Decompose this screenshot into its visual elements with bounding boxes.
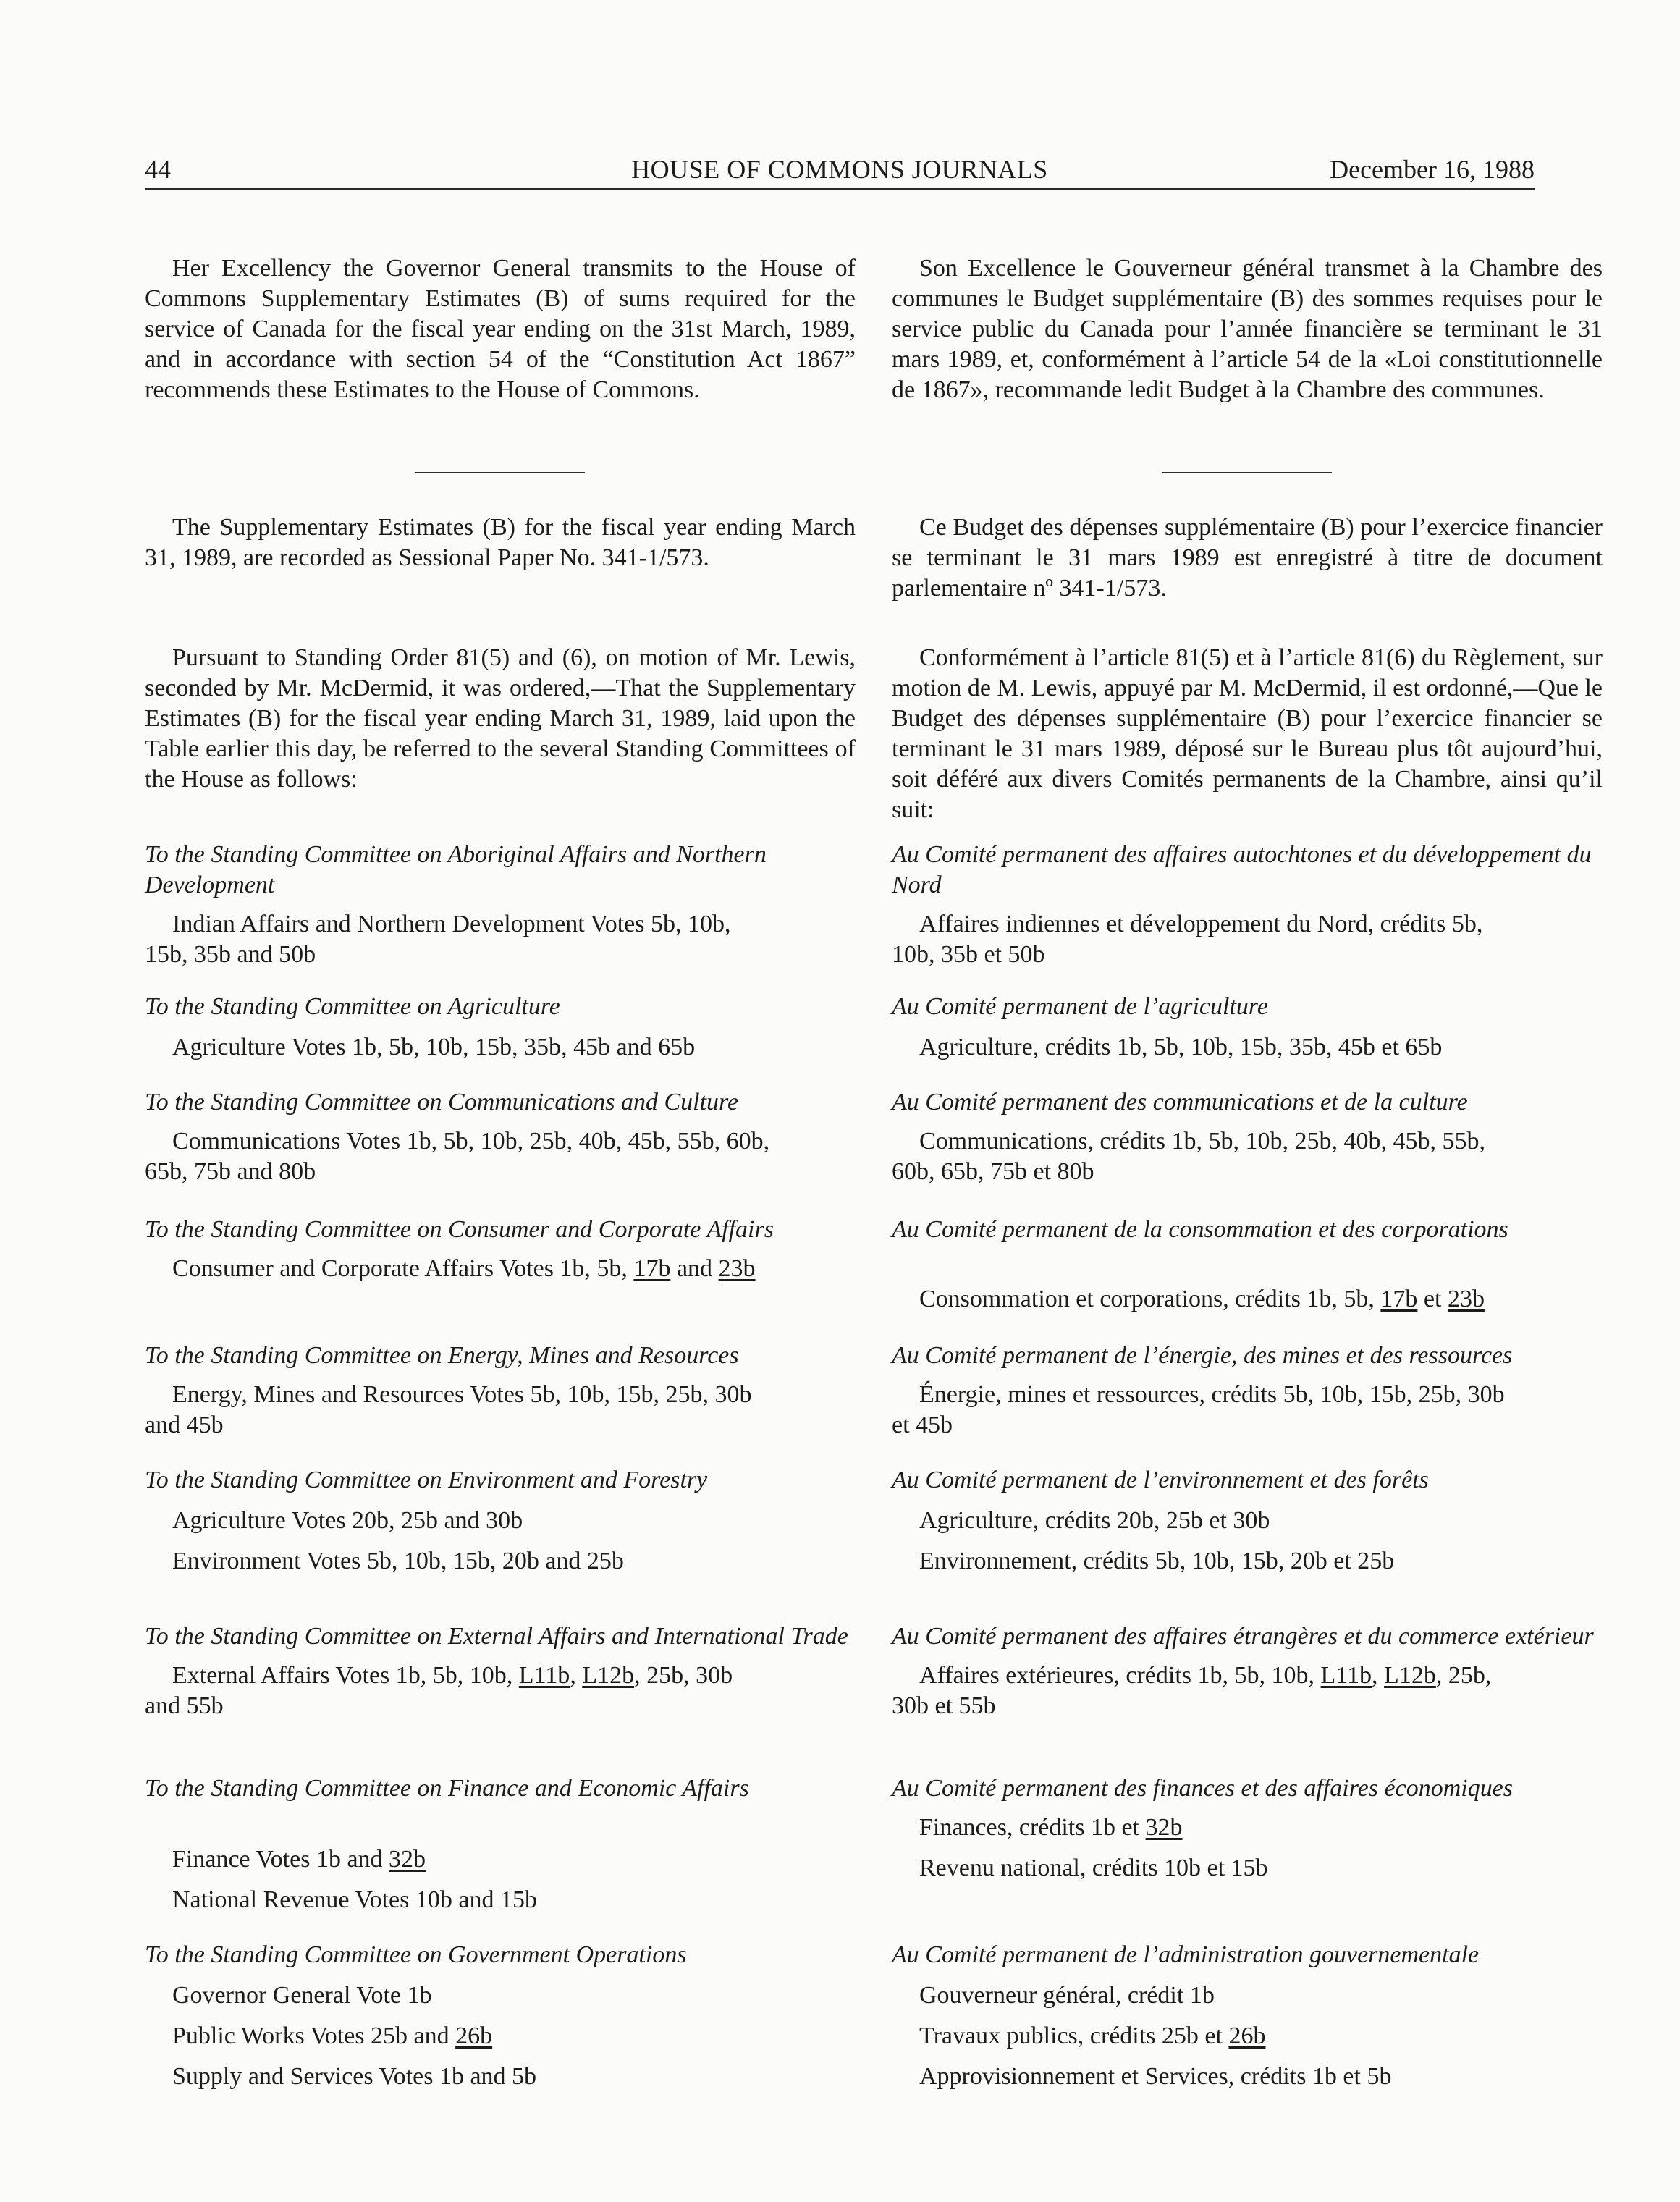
vote-line: Consommation et corporations, crédits 1b, 5b, 17b et 23b [919, 1286, 1485, 1312]
committee-heading: To the Standing Committee on Agriculture [145, 993, 560, 1020]
committee-entry [892, 1341, 1603, 1440]
committee-heading: Au Comité permanent de l’administration gouvernementale [892, 1941, 1480, 1968]
committee-heading: Au Comité permanent de l’agriculture [892, 993, 1268, 1020]
governor-message: Her Excellency the Governor General transmits to the House of Commons Supplementary Estimates (B) of sums required for the service of Canada for the fiscal year ending on the 31st March, 1989, and in accordance with section 54 of the “Constitution Act 1867” recommends these Estimates to the House of Commons. [145, 255, 856, 403]
committee-heading: Au Comité permanent des communications et de la culture [892, 1089, 1468, 1115]
vote-line: Affaires extérieures, crédits 1b, 5b, 10b, L11b, L12b, 25b, 30b et 55b [892, 1662, 1492, 1719]
committee-entry [892, 1940, 1603, 2092]
committee-heading: Au Comité permanent de l’environnement et des forêts [892, 1467, 1429, 1493]
committee-entry [145, 992, 856, 1063]
committee-entry [892, 1215, 1603, 1315]
committee-heading: Au Comité permanent de la consommation et des corporations [892, 1216, 1508, 1243]
vote-line: Governor General Vote 1b [172, 1982, 432, 2009]
section-divider [892, 472, 1603, 473]
vote-line: Agriculture, crédits 1b, 5b, 10b, 15b, 35b, 45b et 65b [919, 1034, 1443, 1060]
vote-line: Revenu national, crédits 10b et 15b [919, 1855, 1268, 1881]
vote-line: National Revenue Votes 10b and 15b [172, 1886, 537, 1913]
vote-line: Energy, Mines and Resources Votes 5b, 10b, 15b, 25b, 30b and 45b [145, 1381, 752, 1438]
committee-heading: To the Standing Committee on Consumer and Corporate Affairs [145, 1216, 774, 1243]
committee-entry [145, 1940, 856, 2092]
page-date: December 16, 1988 [1330, 155, 1535, 184]
committee-entry [892, 1087, 1603, 1187]
section-divider [145, 472, 856, 473]
committee-entry [892, 992, 1603, 1063]
governor-message: Son Excellence le Gouverneur général transmet à la Chambre des communes le Budget supplémentaire (B) des sommes requises pour le service public du Canada pour l’année financière se terminant le 31 mars 1989, et, conformément à l’article 54 de la «Loi constitutionnelle de 1867», recommande ledit Budget à la Chambre des communes. [892, 255, 1603, 403]
committee-entry [892, 1465, 1603, 1577]
committee-entry [145, 1341, 856, 1440]
vote-line: Communications Votes 1b, 5b, 10b, 25b, 40b, 45b, 55b, 60b, 65b, 75b and 80b [145, 1128, 770, 1185]
vote-line: Agriculture, crédits 20b, 25b et 30b [919, 1507, 1270, 1534]
page-number: 44 [145, 155, 171, 184]
committee-heading: Au Comité permanent des affaires autochtones et du développement du Nord [892, 841, 1592, 898]
vote-line: Supply and Services Votes 1b and 5b [172, 2063, 537, 2090]
vote-line: Agriculture Votes 1b, 5b, 10b, 15b, 35b, 45b and 65b [172, 1034, 696, 1060]
committee-entry [892, 1621, 1603, 1721]
committee-entry [145, 840, 856, 970]
committee-heading: To the Standing Committee on Government Operations [145, 1941, 687, 1968]
committee-entry [892, 840, 1603, 970]
vote-line: Affaires indiennes et développement du Nord, crédits 5b, 10b, 35b et 50b [892, 911, 1483, 968]
committee-entry [145, 1773, 856, 1915]
committee-heading: Au Comité permanent des affaires étrangères et du commerce extérieur [892, 1623, 1594, 1650]
vote-line: Finance Votes 1b and 32b [172, 1846, 426, 1873]
vote-line: Environnement, crédits 5b, 10b, 15b, 20b et 25b [919, 1548, 1395, 1574]
committee-entry [892, 1773, 1603, 1883]
vote-line: Travaux publics, crédits 25b et 26b [919, 2022, 1266, 2049]
journal-title: HOUSE OF COMMONS JOURNALS [631, 155, 1048, 184]
committee-heading: To the Standing Committee on Environment and Forestry [145, 1467, 708, 1493]
committee-heading: To the Standing Committee on Aboriginal Affairs and Northern Development [145, 841, 767, 898]
page-header [145, 153, 1535, 190]
vote-line: Énergie, mines et ressources, crédits 5b, 10b, 15b, 25b, 30b et 45b [892, 1381, 1505, 1438]
vote-line: Agriculture Votes 20b, 25b and 30b [172, 1507, 523, 1534]
committee-heading: To the Standing Committee on Finance and Economic Affairs [145, 1775, 749, 1802]
vote-line: Indian Affairs and Northern Development Votes 5b, 10b, 15b, 35b and 50b [145, 911, 731, 968]
vote-line: External Affairs Votes 1b, 5b, 10b, L11b, L12b, 25b, 30b and 55b [145, 1662, 733, 1719]
vote-line: Environment Votes 5b, 10b, 15b, 20b and 25b [172, 1548, 624, 1574]
vote-line: Finances, crédits 1b et 32b [919, 1814, 1183, 1841]
vote-line: Consumer and Corporate Affairs Votes 1b, 5b, 17b and 23b [172, 1255, 756, 1282]
committee-entry [145, 1215, 856, 1284]
vote-line: Public Works Votes 25b and 26b [172, 2022, 493, 2049]
committee-entry [145, 1465, 856, 1577]
committee-heading: To the Standing Committee on Communications and Culture [145, 1089, 739, 1115]
committee-heading: To the Standing Committee on External Affairs and International Trade [145, 1623, 848, 1650]
vote-line: Approvisionnement et Services, crédits 1b et 5b [919, 2063, 1392, 2090]
vote-line: Communications, crédits 1b, 5b, 10b, 25b, 40b, 45b, 55b, 60b, 65b, 75b et 80b [892, 1128, 1485, 1185]
standing-order-motion: Conformément à l’article 81(5) et à l’article 81(6) du Règlement, sur motion de M. Lewis, appuyé par M. McDermid, il est ordonné,—Que le Budget des dépenses supplémentaire (B) pour l’exercice financier se terminant le 31 mars 1989, déposé sur le Bureau plus tôt aujourd’hui, soit déféré aux divers Comités permanents de la Chambre, ainsi qu’il suit: [892, 644, 1603, 823]
sessional-paper-note: The Supplementary Estimates (B) for the fiscal year ending March 31, 1989, are recorded as Sessional Paper No. 341-1/573. [145, 514, 856, 571]
committee-heading: Au Comité permanent de l’énergie, des mines et des ressources [892, 1342, 1513, 1369]
sessional-paper-note: Ce Budget des dépenses supplémentaire (B) pour l’exercice financier se terminant le 31 mars 1989 est enregistré à titre de document parlementaire nº 341-1/573. [892, 514, 1603, 602]
vote-line: Gouverneur général, crédit 1b [919, 1982, 1215, 2009]
standing-order-motion: Pursuant to Standing Order 81(5) and (6), on motion of Mr. Lewis, seconded by Mr. McDermid, it was ordered,—That the Supplementary Estimates (B) for the fiscal year ending March 31, 1989, laid upon the Table earlier this day, be referred to the several Standing Committees of the House as follows: [145, 644, 856, 793]
committee-entry [145, 1087, 856, 1187]
committee-heading: Au Comité permanent des finances et des affaires économiques [892, 1775, 1514, 1802]
committee-heading: To the Standing Committee on Energy, Mines and Resources [145, 1342, 739, 1369]
committee-entry [145, 1621, 856, 1721]
